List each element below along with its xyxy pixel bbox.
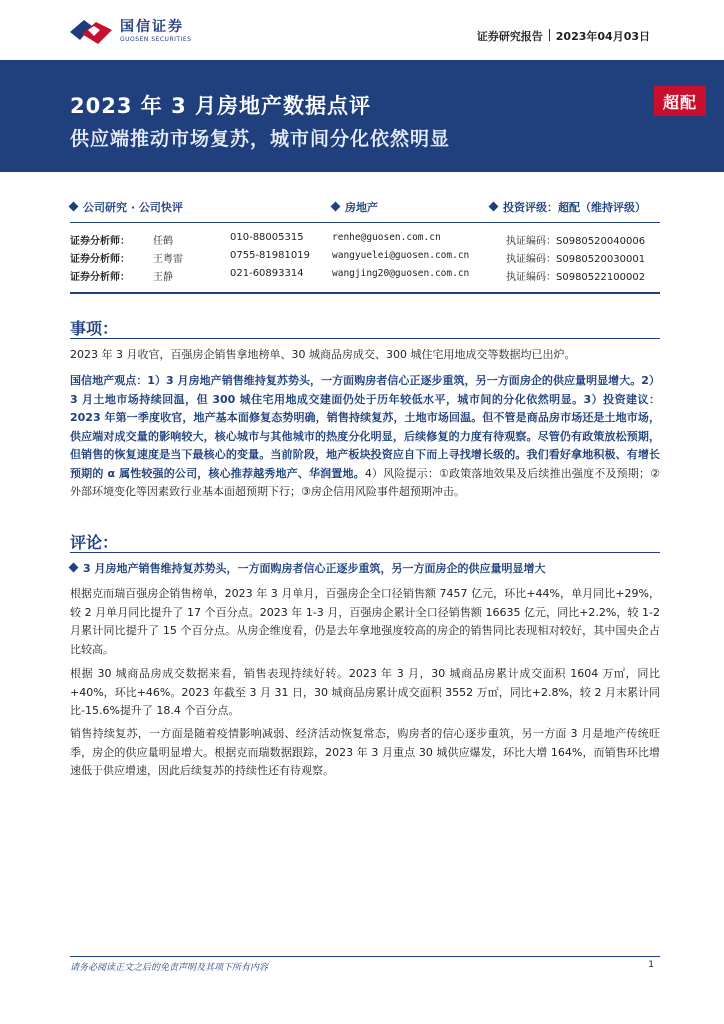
events-heading: 事项： [70,319,119,338]
events-underline [70,338,660,339]
report-title: 2023 年 3 月房地产数据点评 [70,94,371,118]
rating-tag: 超配 [654,86,706,116]
footer-disclaimer: 请务必阅读正文之后的免责声明及其项下所有内容 [70,963,269,973]
title-banner [0,60,724,172]
diamond-icon [489,202,499,212]
report-meta [477,28,650,44]
guosen-view [70,372,660,502]
divider-analysts [70,292,660,294]
category-row [70,199,660,215]
analyst-row [70,268,670,286]
report-type: 证券研究报告 [476,30,543,43]
divider-top [70,222,660,223]
analyst-email[interactable]: wangjing20@guosen.com.cn [332,268,470,279]
comment-underline [70,552,660,553]
analyst-phone: 0755-81981019 [230,250,310,261]
analyst-name: 王静 [153,272,173,283]
paragraph-3: 销售持续复苏，一方面是随着疫情影响减弱、经济活动恢复常态，购房者的信心逐步重筑，另一方面 3 月是地产传统旺季，房企的供应量明显增大。根据克而瑞数据跟踪，2023 年 3 月重点 30 城供应爆发，环比大增 164%，而销售环比增速低于供应增速，因此后续复苏的持续性还有待观察。 [70,727,660,777]
view-label: 国信地产观点： [70,374,148,387]
meta-divider [549,29,550,41]
analyst-phone: 010-88005315 [230,232,304,243]
page-number: 1 [648,960,654,970]
analyst-name: 王粤雷 [153,254,183,265]
diamond-icon [331,202,341,212]
view-body: 1）3 月房地产销售维持复苏势头，一方面购房者信心正逐步重筑，另一方面房企的供应量明显增大。2）3 月土地市场持续回温，但 300 城住宅用地成交建面仍处于历年较低水平，城市间的分化依然明显。3）投资建议：2023 年第一季度收官，地产基本面修复态势明确，销售持续复苏，土地市场回温。但不管是商品房市场还是土地市场，供应端对成交量的影响较大，核心城市与其他城市的热度分化明显，后续修复的力度有待观察。尽管仍有政策放松预期，但销售的恢复速度是当下最核心的变量。当前阶段，地产板块投资应自下而上寻找增长级的。我们看好拿地积极、有增长预期的 α 属性较强的公司，核心推荐越秀地产、华润置地。 [70,374,660,480]
top-bar [0,0,724,58]
analyst-table [70,232,670,286]
analyst-role: 证券分析师： [70,236,130,247]
events-text: 2023 年 3 月收官，百强房企销售拿地榜单、30 城商品房成交、300 城住宅用地成交等数据均已出炉。 [70,348,576,361]
analyst-phone: 021-60893314 [230,268,304,279]
analyst-role: 证券分析师： [70,254,130,265]
footer-divider [70,956,660,957]
analyst-row [70,250,670,268]
view-risk: 4）风险提示：①政策落地效果及后续推出强度不及预期；②外部环境变化等因素致行业基本面超预期下行；③房企信用风险事件超预期冲击。 [70,466,660,498]
category-rating: 投资评级：超配（维持评级） [490,199,646,215]
logo-name-cn: 国信证券 [120,18,184,35]
guosen-logo-icon [68,16,114,46]
category-research: 公司研究 · 公司快评 [70,199,183,215]
bullet-heading: 3 月房地产销售维持复苏势头，一方面购房者信心正逐步重筑，另一方面房企的供应量明显增大 [70,560,545,576]
analyst-cert: 执证编码：S0980520040006 [506,236,646,247]
comment-heading: 评论： [70,533,119,552]
report-date: 2023年04月03日 [555,30,650,43]
analyst-role: 证券分析师： [70,272,130,283]
company-logo[interactable] [68,16,191,46]
paragraph-1: 根据克而瑞百强房企销售榜单，2023 年 3 月单月，百强房企全口径销售额 7457 亿元，环比+44%，单月同比+29%，较 2 月单月同比提升了 17 个百分点。2023 年 1-3 月，百强房企累计全口径销售额 16635 亿元，同比+2.2%，较 1-2 月累计同比提升了 15 个百分点。从房企维度看，仍是去年拿地强度较高的房企的销售同比表现相对较好，其中国央企占比较高。 [70,587,660,656]
diamond-icon [69,202,79,212]
analyst-name: 任鹤 [153,236,173,247]
report-subtitle: 供应端推动市场复苏，城市间分化依然明显 [70,128,451,150]
analyst-cert: 执证编码：S0980522100002 [506,272,646,283]
analyst-email[interactable]: renhe@guosen.com.cn [332,232,441,243]
paragraph-2: 根据 30 城商品房成交数据来看，销售表现持续好转。2023 年 3 月，30 城商品房累计成交面积 1604 万㎡，同比+40%，环比+46%。2023 年截至 3 月 31 日，30 城商品房累计成交面积 3552 万㎡，同比+2.8%，较 2 月末累计同比-15.6%提升了 18.4 个百分点。 [70,667,660,717]
logo-name-en: GUOSEN SECURITIES [120,35,192,43]
analyst-email[interactable]: wangyuelei@guosen.com.cn [332,250,470,261]
analyst-cert: 执证编码：S0980520030001 [506,254,646,265]
analyst-row [70,232,670,250]
diamond-icon [69,563,79,573]
category-industry: 房地产 [332,199,378,215]
